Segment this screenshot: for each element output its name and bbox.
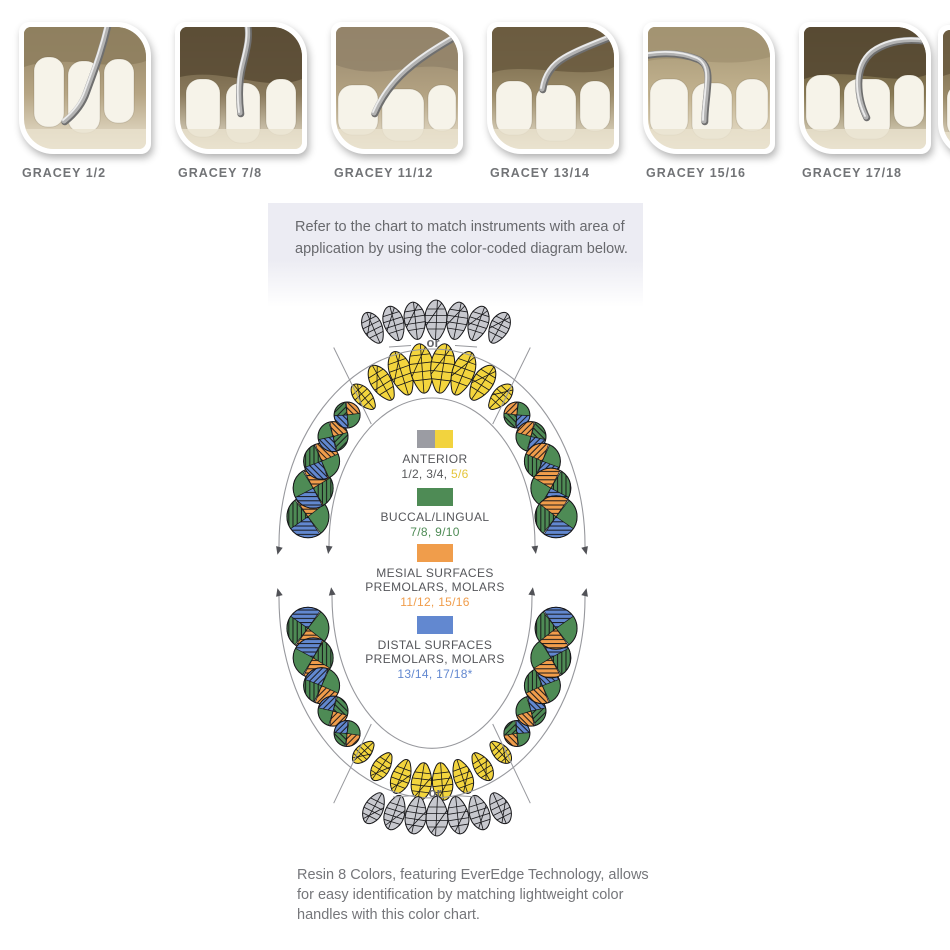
posterior-tooth (334, 402, 360, 428)
legend-instrument-numbers: 11/12, 15/16 (400, 595, 470, 609)
legend-sublabel: PREMOLARS, MOLARS (365, 652, 505, 666)
legend-zone-label: MESIAL SURFACES (376, 566, 494, 580)
legend-item (325, 616, 545, 681)
instrument-label: GRACEY 1/2 (22, 166, 107, 180)
footer-text: Resin 8 Colors, featuring EverEdge Technology, allows for easy identification by matching lightweight color handles with this color chart. (297, 867, 649, 923)
arch-arrow (581, 587, 590, 596)
or-label-lower: or (428, 785, 442, 800)
instrument-label: GRACEY 13/14 (490, 166, 591, 180)
posterior-tooth (334, 720, 360, 746)
or-label-upper: or (426, 335, 440, 350)
legend-instrument-numbers: 7/8, 9/10 (410, 525, 460, 539)
instrument-label: GRACEY 17/18 (802, 166, 903, 180)
arch-arrow (581, 546, 590, 555)
legend-sublabel: PREMOLARS, MOLARS (365, 580, 505, 594)
gum-shape (943, 30, 950, 76)
legend-zone-label: ANTERIOR (402, 452, 468, 466)
arch-arrow (274, 546, 283, 555)
legend-item (325, 544, 545, 609)
legend-swatch (417, 488, 453, 506)
instrument-photo (943, 30, 950, 152)
instrument-label: GRACEY 7/8 (178, 166, 263, 180)
arch-arrow (274, 587, 283, 596)
legend-swatch (417, 544, 453, 562)
intro-text: Refer to the chart to match instruments with area of application by using the color-coded diagram below. (295, 219, 628, 257)
instrument-label: GRACEY 15/16 (646, 166, 747, 180)
legend-instrument-numbers: 13/14, 17/18* (397, 667, 473, 681)
legend-item (325, 488, 545, 539)
legend-swatch (417, 430, 453, 448)
instrument-card-partial (938, 25, 950, 157)
legend-zone-label: DISTAL SURFACES (377, 638, 493, 652)
legend-instrument-numbers: 1/2, 3/4, 5/6 (401, 467, 469, 481)
or-dash-line (455, 346, 477, 348)
instrument-label: GRACEY 11/12 (334, 166, 434, 180)
legend-item (325, 430, 545, 481)
photo-frame (938, 25, 950, 157)
legend-zone-label: BUCCAL/LINGUAL (380, 510, 490, 524)
anterior-tooth (423, 794, 452, 838)
legend-swatch (417, 616, 453, 634)
